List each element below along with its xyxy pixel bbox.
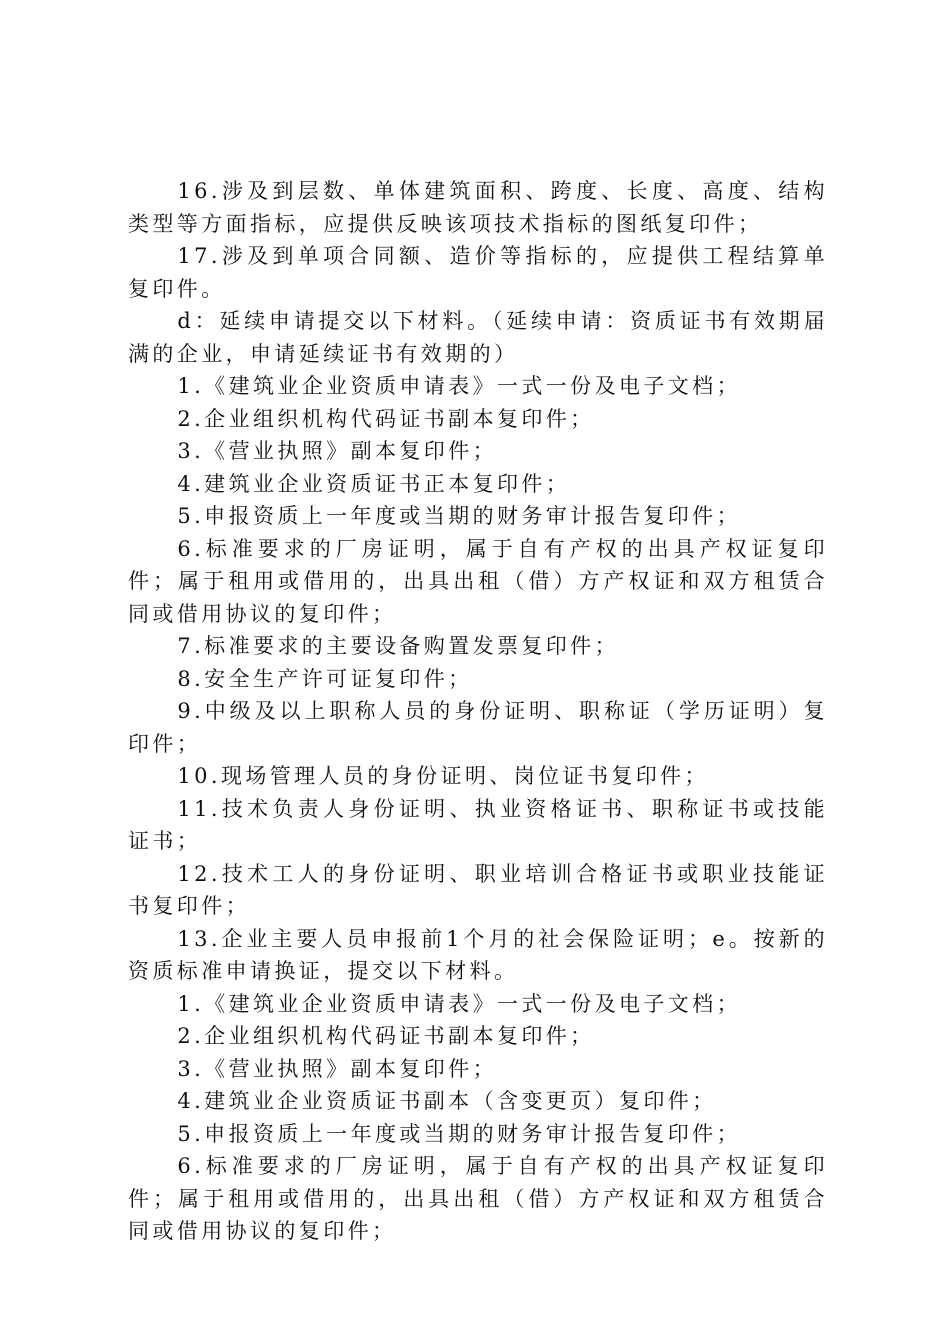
- paragraph-16-drawings: 16.涉及到层数、单体建筑面积、跨度、长度、高度、结构类型等方面指标，应提供反映该项技术指标的图纸复印件；: [128, 179, 828, 236]
- list-item: 3.《营业执照》副本复印件；: [177, 1056, 497, 1081]
- list-item: 10.现场管理人员的身份证明、岗位证书复印件；: [177, 764, 709, 788]
- section-d-heading: d：延续申请提交以下材料。（延续申请：资质证书有效期届满的企业，申请延续证书有效期的）: [128, 309, 828, 366]
- document-body: [128, 175, 828, 1248]
- list-item: 5.申报资质上一年度或当期的财务审计报告复印件；: [177, 504, 741, 528]
- list-item: 1.《建筑业企业资质申请表》一式一份及电子文档；: [177, 991, 741, 1016]
- list-item: 1.《建筑业企业资质申请表》一式一份及电子文档；: [177, 374, 741, 398]
- list-item: 9.中级及以上职称人员的身份证明、职称证（学历证明）复印件；: [128, 699, 828, 756]
- paragraph-17-settlement: 17.涉及到单项合同额、造价等指标的，应提供工程结算单复印件。: [128, 244, 828, 301]
- list-item: 2.企业组织机构代码证书副本复印件；: [177, 1024, 595, 1048]
- list-item: 7.标准要求的主要设备购置发票复印件；: [177, 634, 619, 658]
- list-item: 5.申报资质上一年度或当期的财务审计报告复印件；: [177, 1121, 741, 1146]
- list-item: 12.技术工人的身份证明、职业培训合格证书或职业技能证书复印件；: [128, 861, 828, 918]
- list-item: 6.标准要求的厂房证明，属于自有产权的出具产权证复印件；属于租用或借用的，出具出租（借）方产权证和双方租赁合同或借用协议的复印件；: [128, 536, 828, 626]
- list-item: 13.企业主要人员申报前1个月的社会保险证明；e。按新的资质标准申请换证，提交以下材料。: [128, 926, 828, 983]
- list-item: 11.技术负责人身份证明、执业资格证书、职称证书或技能证书；: [128, 796, 828, 853]
- list-item: 6.标准要求的厂房证明，属于自有产权的出具产权证复印件；属于租用或借用的，出具出租（借）方产权证和双方租赁合同或借用协议的复印件；: [128, 1154, 828, 1243]
- list-item: 4.建筑业企业资质证书副本（含变更页）复印件；: [177, 1089, 717, 1113]
- list-item: 8.安全生产许可证复印件；: [177, 666, 473, 691]
- list-item: 3.《营业执照》副本复印件；: [177, 439, 497, 463]
- list-item: 4.建筑业企业资质证书正本复印件；: [177, 471, 571, 496]
- list-item: 2.企业组织机构代码证书副本复印件；: [177, 406, 595, 431]
